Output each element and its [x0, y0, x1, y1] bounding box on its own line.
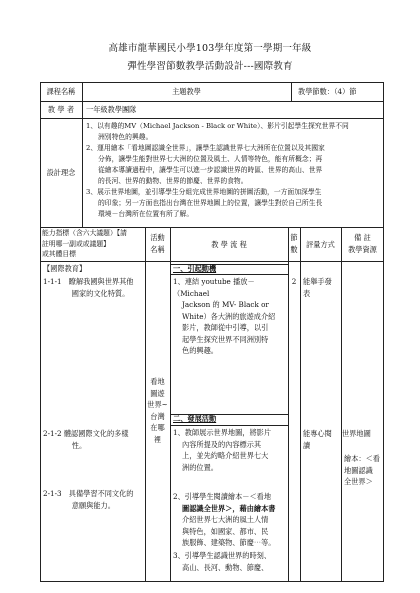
resource-line: 地圖認識	[344, 465, 373, 475]
flow-section-2-item-3	[173, 550, 287, 573]
flow-line: Jackson 的 MV- Black or	[182, 300, 269, 309]
document-subtitle: 彈性學習節數教學活動設計---國際教育	[127, 61, 293, 72]
assessment-1	[303, 276, 341, 299]
header-line: 或其體目標	[42, 250, 76, 258]
flow-section-2-item-1	[173, 427, 287, 473]
indicator-line: 性。	[43, 440, 87, 450]
flow-line: 影片，教師從中引導，以引	[182, 323, 269, 332]
header-line: 註明哪一副或或議題】	[42, 239, 110, 248]
indicator-line: 2-1-3 具備學習不同文化的	[43, 489, 134, 498]
flow-line: White）各大洲的旅遊成介紹	[182, 311, 276, 321]
header-line: 數	[290, 244, 298, 254]
activity-name-line: 圖遊	[150, 388, 165, 398]
assessment-line: 表	[303, 288, 311, 298]
concept-line: 2、運用繪本「看地圖認識全世界」，讓學生認識世界七大洲所在位置以及其國家	[86, 144, 325, 152]
flow-line: 1、教師展示世界地圖，將影片	[173, 428, 272, 437]
concept-line: 1、以有趣的MV（Michael Jackson - Black or White）、影片引起學生探究世界不同	[86, 122, 349, 130]
assessment-header: 評量方式	[306, 240, 335, 249]
course-name-label: 課程名稱	[46, 87, 76, 96]
flow-line: 3、引導學生認識世界的時刻、	[173, 551, 272, 560]
activity-name-value	[145, 376, 170, 445]
indicator-line: 意願與能力。	[43, 500, 115, 510]
flow-section-1-title: 一、引起動機	[173, 264, 217, 273]
indicator-line: 1-1-1 瞭解我國與世界其他	[43, 277, 134, 286]
course-name-value: 主題教學	[172, 87, 201, 96]
resource-picture-book	[344, 453, 384, 488]
concept-line: 3、展示世界地圖，並引導學生分組完成世界地圖的拼圖活動，一方面加深學生	[86, 188, 322, 196]
flow-line: 高山、長河、動物、節慶、	[182, 562, 269, 572]
assessment-line: 能專心閱	[303, 429, 332, 438]
indicator-header	[42, 228, 145, 260]
activity-name-line: 在哪	[150, 423, 165, 432]
concept-line: 分佈，讓學生能對世界七大洲的位置及風土、人情等特色，能有所概念；再	[98, 155, 323, 163]
indicator-line: 2-1-2 體認國際文化的多樣	[43, 429, 129, 438]
flow-line: 上，並先約略介紹世界七大	[182, 451, 269, 460]
header-line: 能力指標（含六大議題）【請	[42, 229, 127, 237]
header-line: 教學資源	[348, 244, 377, 254]
row-divider	[40, 118, 384, 119]
assessment-line: 讀	[303, 440, 311, 450]
col-divider	[170, 227, 171, 582]
flow-line: 內容所提及的內容標示其	[182, 439, 262, 449]
activity-name-line: 裡	[153, 434, 162, 444]
concept-line: 環境－台灣所在位置有所了解。	[98, 210, 194, 218]
indicator-section-label: 【國際教育】	[43, 264, 87, 273]
teacher-value: 一年級教學團隊	[86, 105, 137, 114]
indicator-2-1-3	[43, 488, 145, 511]
resource-line: 全世界＞	[344, 477, 373, 486]
assessment-2	[303, 428, 341, 451]
flow-line: 族服飾、建築物、節慶⋯等。	[182, 538, 276, 547]
col-divider	[341, 227, 342, 582]
flow-line: 色的興趣。	[182, 346, 218, 355]
indicator-line: 國家的文化特質。	[43, 288, 130, 298]
design-concept-text	[86, 121, 382, 220]
teaching-hours: 教學節數：（4）節	[298, 87, 357, 96]
flow-line: 1、連結 youtube 播放－（Michael	[173, 277, 255, 298]
row-divider	[40, 101, 384, 102]
flow-line: 起學生探究世界不同洲別特	[182, 334, 269, 344]
flow-line: 2、引導學生閱讀繪本－＜看地	[173, 492, 272, 501]
concept-line: 洲別特色的興趣。	[98, 133, 153, 141]
teacher-label: 教 學 者	[47, 105, 75, 114]
indicator-2-1-2	[43, 428, 145, 451]
flow-section-2-item-2	[173, 491, 287, 549]
indicator-1-1-1	[43, 276, 145, 299]
document-title: 高雄市龍華國民小學103學年度第一學期一年級	[108, 43, 312, 54]
activity-name-header	[145, 232, 170, 255]
activity-name-line: 看地	[150, 377, 165, 386]
section-divider	[170, 425, 288, 426]
header-line: 備 註	[354, 233, 371, 242]
notes-header	[341, 232, 384, 255]
concept-line: 從繪本導讀過程中，讓學生可以進一步認識世界的時區、世界的高山、世界	[98, 166, 323, 174]
concept-line: 的印象；另一方面也指出台灣在世界地圖上的位置，讓學生對於自己所生長	[98, 199, 323, 207]
header-line: 節	[290, 233, 298, 242]
periods-header	[288, 232, 300, 255]
flow-line: 與特色，如國家、都市、民	[182, 526, 269, 536]
teaching-flow-header: 教 學 流 程	[211, 240, 247, 249]
flow-line: 圖認識全世界＞，藉由繪本書	[182, 503, 276, 513]
resource-line: 繪本：＜看	[344, 454, 380, 463]
header-line: 名稱	[150, 244, 165, 254]
col-divider	[300, 227, 301, 582]
flow-line: 洲的位置。	[182, 462, 218, 472]
design-concept-label: 設計理念	[46, 168, 76, 177]
flow-section-2-title: 二、發展活動	[173, 414, 217, 423]
assessment-line: 能舉手發	[303, 277, 332, 286]
col-divider	[82, 118, 83, 227]
activity-name-line: 台灣	[150, 411, 165, 421]
flow-section-1-item	[173, 276, 287, 357]
concept-line: 的長河、世界的動物、世界的節慶、世界的食物。	[98, 177, 248, 185]
flow-line: 介紹世界七大洲的風土人情	[182, 515, 269, 524]
col-divider	[291, 82, 292, 101]
periods-value: 2	[291, 277, 297, 286]
header-line: 活動	[150, 233, 165, 242]
resource-world-map: 世界地圖	[342, 429, 371, 438]
activity-name-line: 世界~	[147, 400, 168, 409]
row-divider	[40, 261, 384, 262]
